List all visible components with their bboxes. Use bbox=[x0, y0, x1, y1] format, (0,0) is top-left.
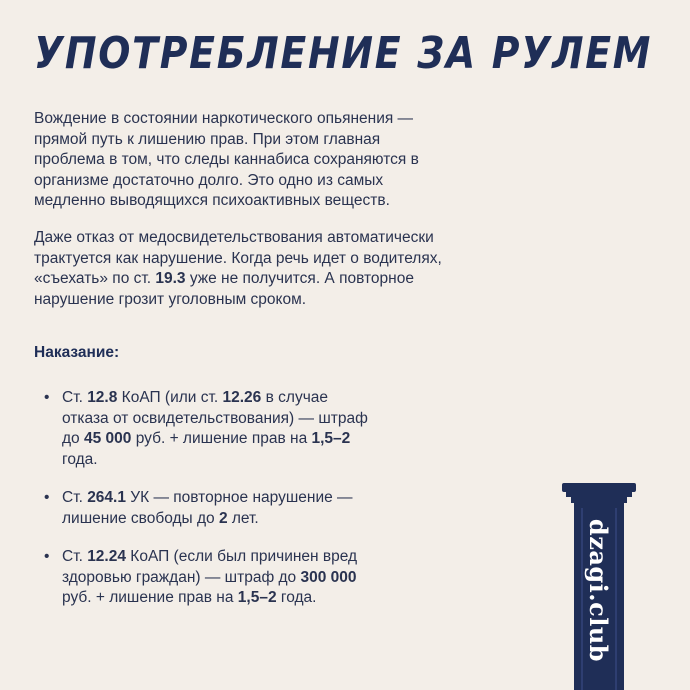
item-number: 264.1 bbox=[87, 489, 126, 506]
item-number: 300 000 bbox=[300, 568, 357, 586]
item-text: в случае отказа от освидетельствования) — штраф до bbox=[62, 389, 368, 447]
item-text: Ст. bbox=[62, 548, 88, 565]
item-text: года. bbox=[276, 589, 317, 606]
item-text: руб. + лишение прав на bbox=[131, 430, 312, 447]
item-text: лет. bbox=[227, 509, 259, 527]
refusal-text-2: уже не получится. А повторное нарушение грозит уголовным сроком. bbox=[34, 270, 414, 308]
list-item bbox=[44, 547, 374, 609]
item-text: КоАП (если был причинен вред здоровью граждан) — штраф до bbox=[62, 548, 358, 586]
item-number: 12.24 bbox=[87, 548, 126, 565]
refusal-paragraph bbox=[34, 228, 454, 310]
list-item bbox=[44, 488, 374, 529]
item-number: 45 000 bbox=[83, 430, 132, 447]
item-text: Ст. bbox=[62, 489, 88, 506]
penalty-list bbox=[44, 388, 374, 627]
bullet-icon: • bbox=[44, 489, 50, 506]
item-number: 1,5–2 bbox=[237, 589, 277, 606]
item-number: 1,5–2 bbox=[311, 430, 351, 447]
penalty-heading: Наказание: bbox=[34, 344, 120, 361]
article-number: 19.3 bbox=[155, 270, 186, 287]
refusal-text-1: Даже отказ от медосвидетельствования автоматически трактуется как нарушение. Когда речь идет о водителях, «съехать» по ст. bbox=[34, 229, 442, 287]
item-number: 12.8 bbox=[87, 389, 118, 406]
item-text: руб. + лишение прав на bbox=[62, 589, 238, 606]
bullet-icon: • bbox=[44, 389, 50, 406]
item-number: 2 bbox=[218, 509, 228, 527]
item-text: Ст. bbox=[62, 389, 88, 406]
list-item bbox=[44, 388, 374, 470]
intro-paragraph: Вождение в состоянии наркотического опьянения — прямой путь к лишению прав. При этом главная проблема в том, что следы каннабиса сохраняются в организме достаточно долго. Это одно из самых медленно выводящихся психоактивных веществ. bbox=[34, 110, 419, 209]
bullet-icon: • bbox=[44, 548, 50, 565]
brand-logo bbox=[576, 520, 622, 660]
item-text: УК — повторное нарушение — лишение свободы до bbox=[62, 489, 353, 527]
item-number: 12.26 bbox=[222, 389, 262, 406]
logo-text: dzagi.club bbox=[584, 518, 614, 662]
item-text: КоАП (или ст. bbox=[117, 389, 223, 406]
page-title: УПОТРЕБЛЕНИЕ ЗА РУЛЕМ bbox=[34, 28, 653, 79]
item-text: года. bbox=[62, 450, 98, 468]
